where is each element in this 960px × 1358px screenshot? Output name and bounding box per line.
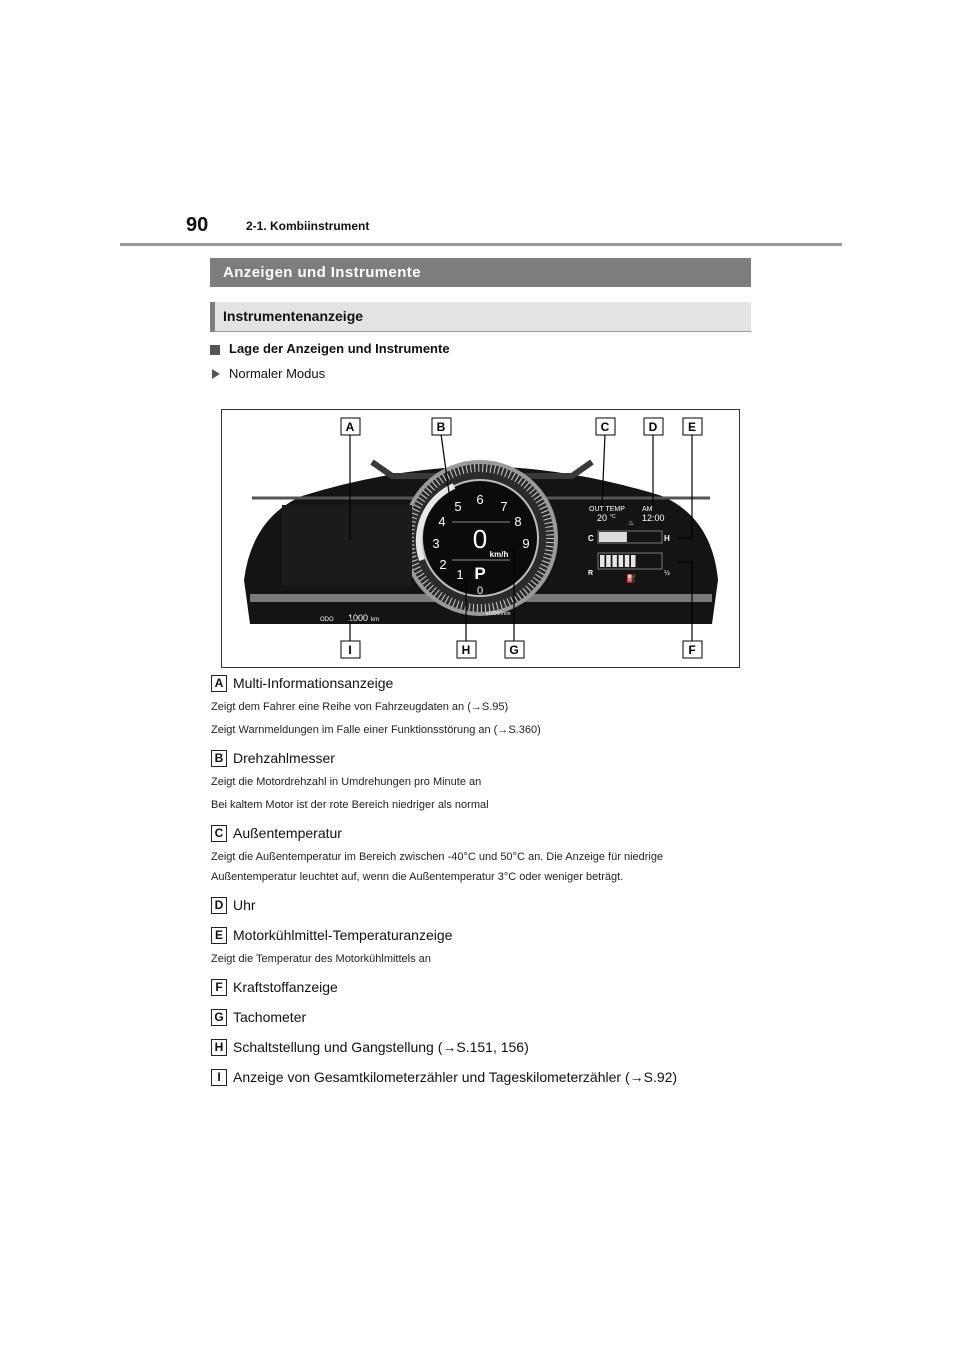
item-title-g: Tachometer	[233, 1009, 307, 1025]
tach-number-1: 1	[456, 567, 464, 582]
coolant-cold-label: C	[588, 534, 594, 543]
item-desc-a-1: Zeigt dem Fahrer eine Reihe von Fahrzeugdaten an (→S.95)	[211, 701, 509, 713]
tach-number-2: 2	[439, 557, 447, 572]
multi-info-display	[282, 505, 412, 585]
instrument-cluster-illustration	[222, 410, 739, 667]
out-temp-unit: °C	[610, 514, 616, 520]
callout-label-d: D	[648, 420, 658, 434]
square-bullet-icon	[210, 345, 220, 355]
callout-label-i: I	[348, 643, 352, 657]
badge-b: B	[211, 750, 227, 767]
section-title: Anzeigen und Instrumente	[210, 258, 751, 287]
tach-number-7: 7	[500, 499, 508, 514]
rpm-unit: x1000r/min	[485, 611, 511, 617]
item-title-e: Motorkühlmittel-Temperaturanzeige	[233, 927, 453, 943]
fuel-half-label: ½	[664, 570, 670, 577]
chapter-title: 2-1. Kombiinstrument	[246, 219, 370, 233]
callout-label-a: A	[345, 420, 355, 434]
item-a	[211, 673, 393, 693]
badge-a: A	[211, 675, 227, 692]
page-number: 90	[186, 214, 209, 236]
item-title-c: Außentemperatur	[233, 825, 342, 841]
badge-h: H	[211, 1039, 227, 1056]
fuel-empty-label: R	[588, 570, 594, 577]
odo-label: ODO	[320, 617, 334, 623]
out-temp-label: OUT TEMP	[589, 506, 625, 513]
heading-main: Lage der Anzeigen und Instrumente	[229, 341, 450, 356]
speed-unit: km/h	[489, 550, 509, 559]
item-desc-a-2: Zeigt Warnmeldungen im Falle einer Funktionsstörung an (→S.360)	[211, 724, 541, 736]
tach-number-8: 8	[514, 514, 522, 529]
triangle-bullet-icon	[212, 369, 220, 379]
badge-i: I	[211, 1069, 227, 1086]
clock-time: 12:00	[642, 513, 665, 523]
item-title-i: Anzeige von Gesamtkilometerzähler und Tageskilometerzähler (→S.92)	[233, 1069, 678, 1085]
coolant-icon: ♨	[628, 520, 635, 527]
item-desc-c-1: Zeigt die Außentemperatur im Bereich zwischen -40°C und 50°C an. Die Anzeige für niedrige	[211, 851, 664, 863]
item-title-f: Kraftstoffanzeige	[233, 979, 338, 995]
badge-d: D	[211, 897, 227, 914]
coolant-bar-fill	[599, 532, 627, 542]
tach-number-6: 6	[476, 492, 484, 507]
item-c	[211, 823, 342, 843]
callout-label-e: E	[687, 420, 697, 434]
subsection-title: Instrumentenanzeige	[210, 302, 751, 332]
item-b	[211, 748, 335, 768]
fuel-segment	[606, 555, 611, 567]
item-title-d: Uhr	[233, 897, 256, 913]
item-desc-c-2: Außentemperatur leuchtet auf, wenn die Außentemperatur 3°C oder weniger beträgt.	[211, 871, 624, 883]
odo-value: 1000	[348, 613, 369, 623]
header-rule	[120, 243, 842, 246]
fuel-segment	[612, 555, 617, 567]
odo-unit: km	[371, 617, 379, 623]
fuel-pump-icon: ⛽	[626, 574, 636, 583]
gear-indicator: P	[474, 564, 486, 583]
item-g	[211, 1007, 306, 1027]
tach-number-5: 5	[454, 499, 462, 514]
callout-label-c: C	[600, 420, 610, 434]
badge-e: E	[211, 927, 227, 944]
tach-number-9: 9	[522, 536, 530, 551]
callout-label-f: F	[688, 643, 696, 657]
callout-label-h: H	[461, 643, 471, 657]
item-desc-e-1: Zeigt die Temperatur des Motorkühlmittels an	[211, 953, 431, 965]
tach-number-3: 3	[432, 536, 440, 551]
coolant-hot-label: H	[664, 534, 670, 543]
item-e	[211, 925, 452, 945]
fuel-segment	[631, 555, 636, 567]
instrument-cluster-figure	[221, 409, 740, 668]
item-desc-b-2: Bei kaltem Motor ist der rote Bereich niedriger als normal	[211, 799, 489, 811]
item-i	[211, 1067, 677, 1087]
fuel-segment	[625, 555, 630, 567]
item-title-a: Multi-Informationsanzeige	[233, 675, 394, 691]
item-h	[211, 1037, 529, 1057]
item-d	[211, 895, 256, 915]
out-temp-value: 20	[597, 513, 608, 523]
speed-value: 0	[472, 524, 488, 554]
fuel-segment	[600, 555, 605, 567]
badge-f: F	[211, 979, 227, 996]
callout-label-g: G	[509, 643, 519, 657]
tach-number-0: 0	[476, 585, 484, 597]
clock-period: AM	[642, 506, 653, 513]
heading-mode: Normaler Modus	[229, 366, 326, 381]
item-title-b: Drehzahlmesser	[233, 750, 335, 766]
item-desc-b-1: Zeigt die Motordrehzahl in Umdrehungen pro Minute an	[211, 776, 482, 788]
fuel-segment	[619, 555, 624, 567]
badge-c: C	[211, 825, 227, 842]
item-title-h: Schaltstellung und Gangstellung (→S.151, 156)	[233, 1039, 529, 1055]
item-f	[211, 977, 338, 997]
callout-label-b: B	[436, 420, 446, 434]
tach-number-4: 4	[438, 514, 446, 529]
badge-g: G	[211, 1009, 227, 1026]
